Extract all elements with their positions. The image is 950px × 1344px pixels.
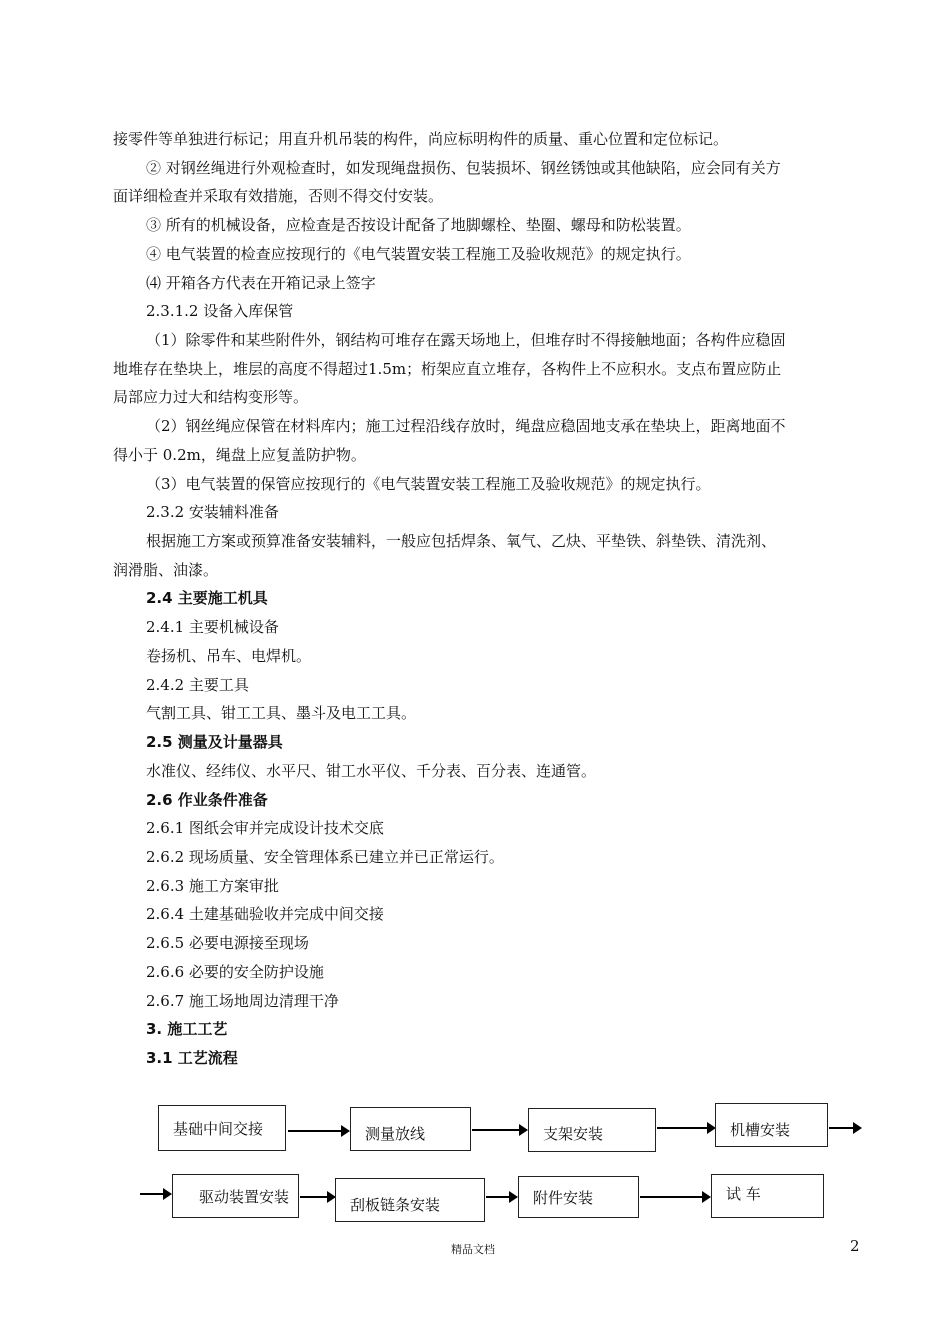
list-item: 2.6.6 必要的安全防护设施 bbox=[146, 963, 324, 981]
text-line: （3）电气装置的保管应按现行的《电气装置安装工程施工及验收规范》的规定执行。 bbox=[146, 475, 711, 493]
flow-step-label: 基础中间交接 bbox=[173, 1119, 264, 1138]
list-item: 2.6.2 现场质量、安全管理体系已建立并已正常运行。 bbox=[146, 848, 504, 866]
text-line: 接零件等单独进行标记；用直升机吊装的构件，尚应标明构件的质量、重心位置和定位标记。 bbox=[113, 130, 729, 148]
section-heading: 2.4.1 主要机械设备 bbox=[146, 618, 279, 636]
flow-step bbox=[335, 1178, 485, 1222]
text-line: ② 对钢丝绳进行外观检查时，如发现绳盘损伤、包装损坏、钢丝锈蚀或其他缺陷，应会同有关方 bbox=[146, 159, 781, 177]
flow-step-label: 附件安装 bbox=[533, 1188, 594, 1207]
list-item: 2.6.1 图纸会审并完成设计技术交底 bbox=[146, 819, 384, 837]
section-heading: 3. 施工工艺 bbox=[146, 1020, 228, 1038]
text-line: 气割工具、钳工工具、墨斗及电工工具。 bbox=[146, 704, 417, 722]
flow-step bbox=[528, 1108, 656, 1152]
section-heading: 2.3.2 安装辅料准备 bbox=[146, 503, 279, 521]
flow-arrow bbox=[829, 1127, 860, 1129]
text-line: 润滑脂、油漆。 bbox=[113, 561, 219, 579]
text-line: ⑷ 开箱各方代表在开箱记录上签字 bbox=[146, 274, 376, 292]
flow-step bbox=[158, 1105, 286, 1151]
section-heading: 2.4.2 主要工具 bbox=[146, 676, 249, 694]
text-line: 根据施工方案或预算准备安装辅料，一般应包括焊条、氧气、乙炔、平垫铁、斜垫铁、清洗剂、 bbox=[146, 532, 777, 550]
flow-step-label: 机槽安装 bbox=[730, 1121, 791, 1139]
text-line: ④ 电气装置的检查应按现行的《电气装置安装工程施工及验收规范》的规定执行。 bbox=[146, 245, 691, 263]
flow-step-label: 刮板链条安装 bbox=[350, 1196, 441, 1214]
flow-step bbox=[172, 1174, 299, 1218]
flow-arrow bbox=[657, 1127, 714, 1129]
list-item: 2.6.5 必要电源接至现场 bbox=[146, 934, 309, 952]
flow-step bbox=[711, 1174, 824, 1218]
flow-step-label: 驱动装置安装 bbox=[199, 1187, 290, 1206]
flow-step bbox=[518, 1176, 639, 1218]
flow-arrow bbox=[140, 1193, 170, 1195]
section-heading: 2.5 测量及计量器具 bbox=[146, 733, 283, 751]
list-item: 2.6.4 土建基础验收并完成中间交接 bbox=[146, 905, 384, 923]
page-number: 2 bbox=[850, 1237, 860, 1255]
flow-step bbox=[715, 1103, 828, 1147]
text-line: ③ 所有的机械设备，应检查是否按设计配备了地脚螺栓、垫圈、螺母和防松装置。 bbox=[146, 216, 691, 234]
text-line: 局部应力过大和结构变形等。 bbox=[113, 388, 309, 406]
flow-arrow bbox=[640, 1196, 709, 1198]
flow-step-label: 试 车 bbox=[726, 1184, 761, 1203]
flow-arrow bbox=[486, 1196, 516, 1198]
flow-step bbox=[350, 1107, 471, 1151]
section-heading: 2.4 主要施工机具 bbox=[146, 589, 268, 607]
text-line: 水准仪、经纬仪、水平尺、钳工水平仪、千分表、百分表、连通管。 bbox=[146, 762, 597, 780]
text-line: （2）钢丝绳应保管在材料库内；施工过程沿线存放时，绳盘应稳固地支承在垫块上，距离地面不 bbox=[146, 417, 786, 435]
flow-step-label: 支架安装 bbox=[543, 1125, 604, 1143]
flow-arrow bbox=[288, 1130, 348, 1132]
text-line: 地堆存在垫块上，堆层的高度不得超过1.5m；桁架应直立堆存，各构件上不应积水。支点布置应防止 bbox=[113, 360, 782, 378]
text-line: 得小于 0.2m，绳盘上应复盖防护物。 bbox=[113, 446, 366, 464]
text-line: 面详细检查并采取有效措施，否则不得交付安装。 bbox=[113, 187, 444, 205]
section-heading: 3.1 工艺流程 bbox=[146, 1049, 238, 1067]
text-line: （1）除零件和某些附件外，钢结构可堆存在露天场地上，但堆存时不得接触地面；各构件应稳固 bbox=[146, 331, 786, 349]
flow-arrow bbox=[472, 1129, 526, 1131]
flow-arrow bbox=[300, 1196, 334, 1198]
list-item: 2.6.7 施工场地周边清理干净 bbox=[146, 992, 339, 1010]
text-line: 卷扬机、吊车、电焊机。 bbox=[146, 647, 312, 665]
list-item: 2.6.3 施工方案审批 bbox=[146, 877, 279, 895]
section-heading: 2.6 作业条件准备 bbox=[146, 791, 268, 809]
section-heading: 2.3.1.2 设备入库保管 bbox=[146, 302, 294, 320]
flow-step-label: 测量放线 bbox=[365, 1125, 426, 1143]
footer-label: 精品文档 bbox=[451, 1243, 495, 1256]
